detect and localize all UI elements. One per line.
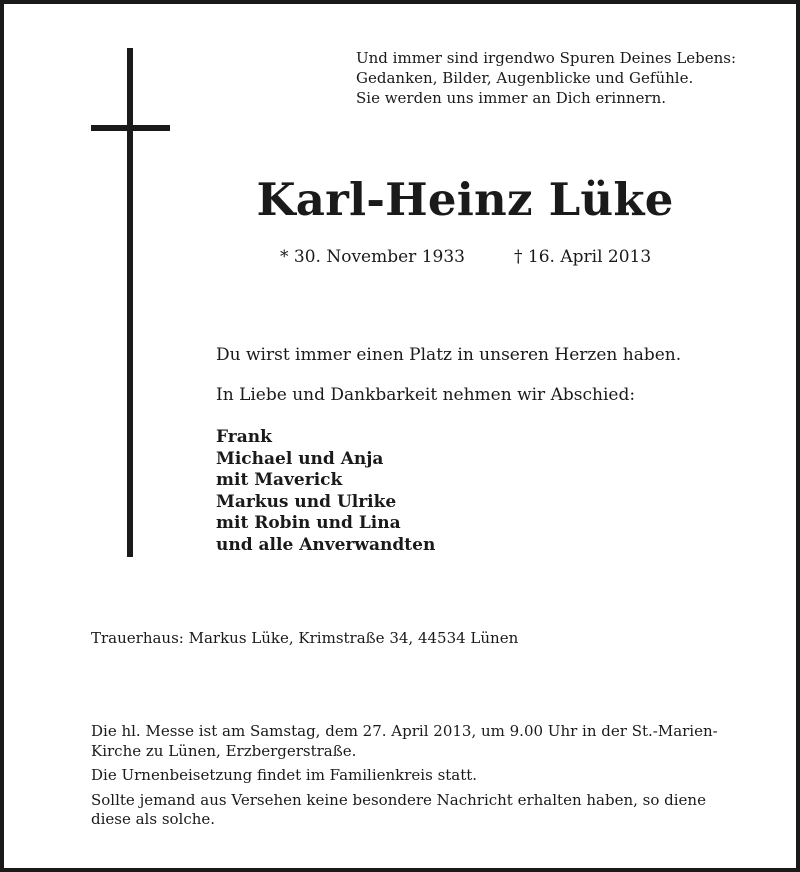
family-member: mit Robin und Lina xyxy=(216,513,401,533)
urn-burial-info: Die Urnenbeisetzung findet im Familienkreis statt. xyxy=(91,766,478,784)
family-list xyxy=(216,427,435,556)
poem-line: Sie werden uns immer an Dich erinnern. xyxy=(356,89,667,107)
mass-info-line: Kirche zu Lünen, Erzbergerstraße. xyxy=(91,741,357,760)
family-member: mit Maverick xyxy=(216,470,343,490)
family-member: Michael und Anja xyxy=(216,448,384,469)
poem xyxy=(356,48,736,108)
family-member: und alle Anverwandten xyxy=(216,534,436,555)
mass-info-line: Die hl. Messe ist am Samstag, dem 27. April 2013, um 9.00 Uhr in der St.-Marien- xyxy=(91,722,718,740)
mourning-house-address: Trauerhaus: Markus Lüke, Krimstraße 34, 44534 Lünen xyxy=(91,629,519,647)
farewell-line: In Liebe und Dankbarkeit nehmen wir Abschied: xyxy=(216,385,636,405)
family-member: Frank xyxy=(216,427,272,447)
poem-line: Und immer sind irgendwo Spuren Deines Lebens: xyxy=(356,49,737,67)
memorial-quote: Du wirst immer einen Platz in unseren Herzen haben. xyxy=(216,345,682,365)
deceased-name: Karl-Heinz Lüke xyxy=(256,173,674,226)
birth-date: * 30. November 1933 xyxy=(280,247,465,267)
mass-info xyxy=(91,722,721,761)
notice-info-line: Sollte jemand aus Versehen keine besondere Nachricht erhalten haben, so diene xyxy=(91,790,706,809)
cross-icon-horizontal-bar xyxy=(91,125,170,131)
family-member: Markus und Ulrike xyxy=(216,491,397,512)
poem-line: Gedanken, Bilder, Augenblicke und Gefühle. xyxy=(356,69,694,87)
notice-info-line: diese als solche. xyxy=(91,810,216,828)
notice-info xyxy=(91,791,721,830)
death-date: † 16. April 2013 xyxy=(514,247,652,267)
service-notes xyxy=(91,722,721,835)
